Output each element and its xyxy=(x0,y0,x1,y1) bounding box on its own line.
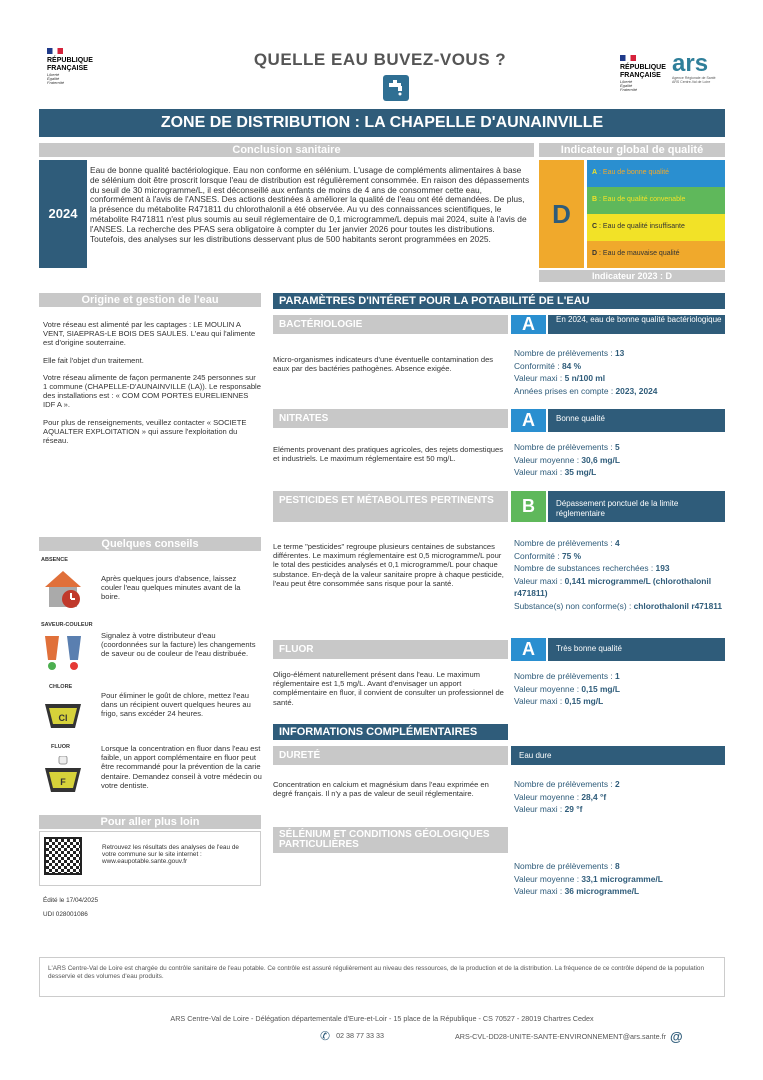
conseils-heading: Quelques conseils xyxy=(39,537,261,551)
param-nitrates-grade: A xyxy=(511,409,546,432)
param-bacteriologie-verdict: En 2024, eau de bonne qualité bactériologique xyxy=(548,315,725,334)
ars-logo: ars Agence Régionale de Santé ARS Centre-Val de Loire xyxy=(672,50,716,84)
house-clock-icon xyxy=(41,567,85,613)
fluoride-bowl-icon: F xyxy=(41,756,85,798)
param-fluor-grade: A xyxy=(511,638,546,661)
zone-title: ZONE DE DISTRIBUTION : LA CHAPELLE D'AUNAINVILLE xyxy=(39,109,725,137)
republique-francaise-logo-right: RÉPUBLIQUE FRANÇAISE Liberté Égalité Fraternité xyxy=(620,55,666,92)
durete-verdict: Eau dure xyxy=(511,746,725,765)
level-d: D : Eau de mauvaise qualité xyxy=(587,241,725,268)
republique-francaise-logo: RÉPUBLIQUE FRANÇAISE Liberté Égalité Fraternité xyxy=(47,48,93,85)
indicator-grade-box xyxy=(539,160,584,268)
durete-stats: Nombre de prélèvements : 2 Valeur moyenne : 28,4 °f Valeur maxi : 29 °f xyxy=(514,779,620,814)
level-a: A : Eau de bonne qualité xyxy=(587,160,725,187)
indicator-heading: Indicateur global de qualité xyxy=(539,143,725,157)
origine-heading: Origine et gestion de l'eau xyxy=(39,293,261,307)
conseil-absence: ABSENCE Après quelques jours d'absence, laissez couler l'eau quelques minutes avant de la boire. xyxy=(41,557,68,563)
param-bacteriologie-description: Micro-organismes indicateurs d'une éventuelle contamination des eaux par des bactéries pathogènes. Absence exigée. xyxy=(273,355,494,374)
param-fluor-description: Oligo-élément naturellement présent dans l'eau. Le maximum réglementaire est 1,5 mg/L. Avant d'envisager un apport complémentaire en fluor, il convient de consulter un professionnel de santé. xyxy=(273,670,504,707)
origine-text: Votre réseau est alimenté par les captages : LE MOULIN A VENT, SIAEPRAS-LE BOIS DES SAULES. L'eau qui l'alimente est d'origine souterraine. Elle fait l'objet d'un traitement. Votre réseau alimente de façon permanente 245 personnes sur 1 commune (CHAPELLE-D'AUNAINVILLE (LA)). Le responsable des installations est : « COM COM PORTES EURELIENNES IDF A ». Pour plus de renseignements, veuillez contacter « SOCIETE AQUALTER EXPLOITATION » qui assure l'exploitation du réseau. xyxy=(43,320,261,446)
param-nitrates-title: NITRATES xyxy=(273,409,508,428)
param-fluor-verdict: Très bonne qualité xyxy=(548,638,725,661)
conclusion-text: Eau de bonne qualité bactériologique. Eau non conforme en sélénium. L'usage de compléments alimentaires à base de sélénium doit être proscrit lorsque l'eau de distribution est régulièrement consommée. En raison des dépassements du seuil de 30 microgramme/L, il est déconseillé aux enfants de moins de 4 ans de consommer cette eau, conformément à l'avis de l'ANSES. Des actions destinées à améliorer la qualité de l'eau ont été demandées. De plus, la présence du métabolite R471811 du chlorothalonil a été observée. Au vu des connaissances scientifiques, le métabolite R471811 n'est plus soumis au seuil réglementaire de 0,1 microgramme/L depuis mai 2024, suite à l'avis de l'ANSES. La recherche des PFAS sera obligatoire à compter du 1er janvier 2026 pour toutes les distributions. Toutefois, des analyses sur les distributions desservant plus de 500 habitants seront programmées en 2025. xyxy=(90,165,530,244)
aller-plus-loin-box: Retrouvez les résultats des analyses de l'eau de votre commune sur le site internet : www.eaupotable.sante.gouv.fr xyxy=(39,831,261,886)
param-pesticides-title: PESTICIDES ET MÉTABOLITES PERTINENTS xyxy=(273,491,508,522)
glasses-icon xyxy=(41,632,85,674)
selenium-stats: Nombre de prélèvements : 8 Valeur moyenne : 33,1 microgramme/L Valeur maxi : 36 microgramme/L xyxy=(514,861,663,896)
param-pesticides-grade: B xyxy=(511,491,546,522)
infos-heading: INFORMATIONS COMPLÉMENTAIRES xyxy=(273,724,508,740)
footer-email[interactable]: ARS-CVL-DD28-UNITE-SANTE-ENVIRONNEMENT@ars.sante.fr @ xyxy=(455,1029,683,1044)
conclusion-year: 2024 xyxy=(39,160,87,268)
conseil-fluor: FLUOR F Lorsque la concentration en fluor dans l'eau est faible, un apport complémentaire en fluor peut être recommandé pour la prévention de la carie dentaire. Demandez conseil à votre médecin ou votre dentiste. xyxy=(41,744,70,750)
param-bacteriologie-stats: Nombre de prélèvements : 13 Conformité : 84 % Valeur maxi : 5 n/100 ml Années prises en compte : 2023, 2024 xyxy=(514,348,658,396)
conclusion-heading: Conclusion sanitaire xyxy=(39,143,534,157)
param-fluor-stats: Nombre de prélèvements : 1 Valeur moyenne : 0,15 mg/L Valeur maxi : 0,15 mg/L xyxy=(514,671,620,706)
conseil-chlore: CHLORE Cl Pour éliminer le goût de chlore, mettez l'eau dans un récipient ouvert quelques heures au frigo, sans excéder 24 heures. xyxy=(41,684,72,690)
french-flag-icon xyxy=(620,55,636,61)
footer-phone[interactable]: ✆ 02 38 77 33 33 xyxy=(320,1029,385,1043)
chlorine-bowl-icon: Cl xyxy=(41,694,85,736)
udi-code: UDI 028001086 xyxy=(43,911,88,918)
durete-title: DURETÉ xyxy=(273,746,508,765)
conseil-saveur-couleur: SAVEUR-COULEUR Signalez à votre distributeur d'eau (coordonnées sur la facture) les changements de saveur ou de couleur de l'eau distribuée. xyxy=(41,622,93,628)
param-bacteriologie-title: BACTÉRIOLOGIE xyxy=(273,315,508,334)
indicator-previous: Indicateur 2023 : D xyxy=(539,270,725,282)
page-title: QUELLE EAU BUVEZ-VOUS ? xyxy=(253,50,507,69)
control-notice: L'ARS Centre-Val de Loire est chargée du contrôle sanitaire de l'eau potable. Ce contrôle est assuré régulièrement au niveau des ressources, de la production et de la distribution. La fréquence de ce contrôle dépend de la population desservie et des volumes d'eau produits. xyxy=(39,957,725,997)
edition-date: Édité le 17/04/2025 xyxy=(43,897,99,904)
email-icon: @ xyxy=(669,1029,683,1044)
selenium-title: SÉLÉNIUM ET CONDITIONS GÉOLOGIQUES PARTICULIÈRES xyxy=(273,827,508,853)
footer-address: ARS Centre-Val de Loire - Délégation départementale d'Eure-et-Loir - 15 place de la République - CS 70527 - 28019 Chartres Cedex xyxy=(170,1014,594,1023)
durete-description: Concentration en calcium et magnésium dans l'eau exprimée en degré français. Il n'y a pas de valeur de seuil réglementaire. xyxy=(273,780,489,799)
param-nitrates-verdict: Bonne qualité xyxy=(548,409,725,432)
aller-plus-loin-heading: Pour aller plus loin xyxy=(39,815,261,829)
parametres-heading: PARAMÈTRES D'INTÉRET POUR LA POTABILITÉ DE L'EAU xyxy=(273,293,725,309)
french-flag-icon xyxy=(47,48,63,54)
phone-icon: ✆ xyxy=(320,1029,331,1043)
param-bacteriologie-grade: A xyxy=(511,315,546,334)
qr-code-icon[interactable] xyxy=(44,837,82,875)
level-b: B : Eau de qualité convenable xyxy=(587,187,725,214)
indicator-grade: D xyxy=(552,199,571,229)
water-tap-icon xyxy=(383,75,409,101)
param-pesticides-verdict: Dépassement ponctuel de la limite réglementaire xyxy=(548,491,725,522)
param-pesticides-description: Le terme "pesticides" regroupe plusieurs centaines de substances différentes. Le maximum réglementaire est 0,5 microgramme/L pour le total des pesticides analysés et 0,1 microgramme/L pour chaque substance. En-deçà de la valeur sanitaire propre à chaque pesticide, l'eau peut être consommée sans risque pour la santé. xyxy=(273,542,504,588)
indicator-levels xyxy=(587,160,725,268)
level-c: C : Eau de qualité insuffisante xyxy=(587,214,725,241)
param-nitrates-description: Eléments provenant des pratiques agricoles, des rejets domestiques et industriels. Le maximum réglementaire est 50 mg/L. xyxy=(273,445,504,464)
param-nitrates-stats: Nombre de prélèvements : 5 Valeur moyenne : 30,6 mg/L Valeur maxi : 35 mg/L xyxy=(514,442,620,477)
param-pesticides-stats: Nombre de prélèvements : 4 Conformité : 75 % Nombre de substances recherchées : 193 Valeur maxi : 0,141 microgramme/L (chlorothalonil r471811) Substance(s) non conforme(s) : chlorothalonil r471811 xyxy=(514,538,723,611)
param-fluor-title: FLUOR xyxy=(273,640,508,659)
